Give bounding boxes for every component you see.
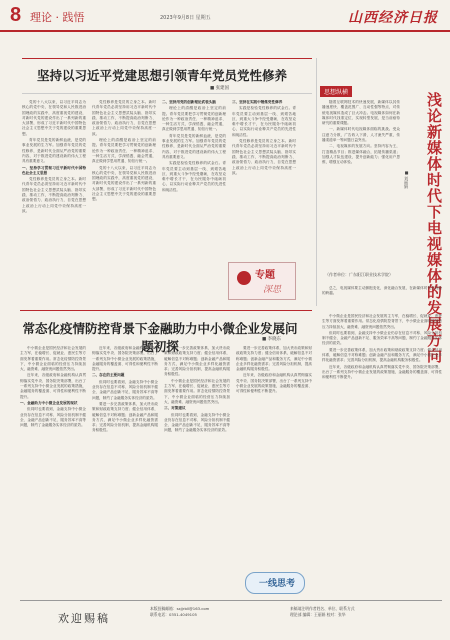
paragraph: 近年来，各级政府和金融机构认真贯彻落实党中央、国务院决策部署，出台了一系列支持中小微企业发展的政策措施，金融服务的覆盖面、可得性和便利性不断提升。 bbox=[92, 346, 158, 372]
issue-date: 2023年9月8日 星期五 bbox=[160, 15, 211, 21]
paragraph: 随着互联网技术的快速发展，新媒体以其传播速度快、覆盖范围广、互动性强等特点，对传统电视媒体造成了巨大冲击。电视媒体如何在新媒体时代找准定位、实现转型发展，是当前亟待研究的重要课题。 bbox=[322, 100, 400, 126]
paragraph: 二、电视媒体的发展方向。坚持内容为王，打造精品节目；推进媒体融合，拓展传播渠道；加强人才队伍建设，提升创新能力；强化用户思维，增强互动体验。 bbox=[322, 144, 400, 165]
paragraph: 党性修养是党员的立身之本。新时代青年党员必须坚持用习近平新时代中国特色社会主义思想武装头脑、指导实践、推动工作，不断提高政治判断力、政治领悟力、政治执行力，自觉在思想上政治上行动上同党中央保持高度一致。 bbox=[92, 100, 156, 136]
paragraph: 青年党员是党的新鲜血液，是党的事业发展的生力军。加强青年党员的党性修养，是新时代全面从严治党的重要内容，对于推进党的建设新的伟大工程具有重要意义。 bbox=[22, 138, 86, 164]
paragraph: 理论上的清醒是政治上坚定的前提。青年党员要把学习贯彻党的创新理论作为一种政治责任、一种精神追求、一种生活方式，学深悟透、融会贯通，真正做到学思用贯通、知信行统一。 bbox=[162, 106, 226, 132]
divider bbox=[22, 93, 312, 94]
subheading: 二、存在的主要问题 bbox=[92, 373, 125, 378]
article1-title: 坚持以习近平党建思想引领青年党员党性修养 bbox=[36, 68, 287, 83]
special-topic-stamp bbox=[228, 262, 296, 300]
page-header bbox=[0, 0, 450, 32]
stamp-line-2: 深思 bbox=[263, 285, 282, 295]
paragraph: 但同时也要看到，金融支持中小微企业仍存在信息不对称、风险分担机制不健全、金融产品创新不足、服务效率不高等问题，制约了金融服务实体经济的质效。 bbox=[92, 379, 158, 400]
paragraph: 党的十八大以来，以习近平同志为核心的党中央，在领导党和人民推进治国理政的实践中，高度重视党的建设，对新时代党的建设作出了一系列新的重大部署，形成了习近平新时代中国特色社会主义思想中关于党的建设的重要思想。 bbox=[22, 100, 86, 136]
paragraph: 近年来，各级政府和金融机构认真贯彻落实党中央、国务院决策部署，出台了一系列支持中小微企业发展的政策措施，金融服务的覆盖面、可得性和便利性不断提升。 bbox=[20, 373, 86, 399]
contact-info bbox=[290, 606, 440, 617]
paragraph: 中小微企业是国民经济和社会发展的主力军，在稳增长、促就业、惠民生等方面发挥着重要作用。常态化疫情防控背景下，中小微企业面临的经营压力持续加大，融资难、融资贵问题依然突出。 bbox=[20, 346, 86, 372]
paragraph: 近年来，各级政府和金融机构认真贯彻落实党中央、国务院决策部署，出台了一系列支持中小微企业发展的政策措施，金融服务的覆盖面、可得性和便利性不断提升。 bbox=[322, 364, 442, 380]
article2-title: 常态化疫情防控背景下金融助力中小微企业发展问题初探 bbox=[22, 321, 298, 354]
paragraph: 但同时也要看到，金融支持中小微企业仍存在信息不对称、风险分担机制不健全、金融产品创新不足、服务效率不高等问题，制约了金融服务实体经济的质效。 bbox=[322, 330, 442, 346]
article2-author: ■ 李晓东 bbox=[262, 337, 282, 342]
paragraph: 一、新媒体时代电视媒体面临的挑战。受众注意力分散，广告收入下滑，人才流失严重，传播渠道单一等问题日益突出。 bbox=[322, 127, 400, 143]
sidebar-title: 浅论新媒体时代下电视媒体的发展方向 bbox=[425, 92, 443, 364]
paragraph: 要进一步完善政策体系，加大货币政策和财政政策支持力度；健全信用体系，破解信息不对称难题；创新金融产品和服务方式，满足中小微企业多样化融资需求；完善风险分担机制，提高金融机构服务积极性。 bbox=[92, 401, 158, 433]
paragraph: 理论上的清醒是政治上坚定的前提。青年党员要把学习贯彻党的创新理论作为一种政治责任、一种精神追求、一种生活方式，学深悟透、融会贯通，真正做到学思用贯通、知信行统一。 bbox=[92, 138, 156, 164]
paragraph: 实践是检验党性修养的试金石。青年党员要主动到基层一线、到艰苦地区、到重大斗争中经受磨砺，在攻坚克难中增长才干，在为民服务中砥砺初心，以实际行动诠释共产党员的先进性和纯洁性。 bbox=[232, 106, 296, 137]
article2-column-4 bbox=[236, 346, 312, 566]
subheading: 三、坚持在实践中锤炼党性修养 bbox=[232, 100, 283, 104]
subheading: 一、坚持学习贯彻习近平新时代中国特色社会主义思想 bbox=[22, 165, 86, 175]
article2-column-5 bbox=[322, 314, 442, 594]
paragraph: 但同时也要看到，金融支持中小微企业仍存在信息不对称、风险分担机制不健全、金融产品创新不足、服务效率不高等问题，制约了金融服务实体经济的质效。 bbox=[20, 407, 86, 428]
article1-author: ■ 张建国 bbox=[210, 86, 230, 91]
contact-line: 来稿请注明作者姓名、单位、联系方式 bbox=[290, 606, 355, 611]
masthead-logo: 山西经济日报 bbox=[348, 10, 438, 26]
sidebar-author-note: （作者单位：广东阳江职业技术学院） bbox=[325, 272, 393, 277]
sidebar-column-1 bbox=[322, 100, 400, 268]
contact-line: 联系电话：0351-4049105 bbox=[150, 611, 197, 617]
subheading: 三、对策建议 bbox=[164, 406, 186, 411]
sidebar-label: 思想纵横 bbox=[320, 86, 352, 97]
contact-line: 本版投稿邮箱：sxjjrbll@163.com bbox=[150, 606, 210, 611]
paragraph: 党性修养是党员的立身之本。新时代青年党员必须坚持用习近平新时代中国特色社会主义思想武装头脑、指导实践、推动工作，不断提高政治判断力、政治领悟力、政治执行力，自觉在思想上政治上行动上同党中央保持高度一致。 bbox=[232, 139, 296, 175]
star-icon bbox=[237, 271, 251, 285]
sidebar-column-2 bbox=[322, 286, 442, 306]
paragraph: 近年来，各级政府和金融机构认真贯彻落实党中央、国务院决策部署，出台了一系列支持中小微企业发展的政策措施，金融服务的覆盖面、可得性和便利性不断提升。 bbox=[236, 373, 312, 394]
column-divider bbox=[316, 58, 317, 306]
paragraph: 中小微企业是国民经济和社会发展的主力军，在稳增长、促就业、惠民生等方面发挥着重要作用。常态化疫情防控背景下，中小微企业面临的经营压力持续加大，融资难、融资贵问题依然突出。 bbox=[164, 378, 230, 404]
paragraph: 中小微企业是国民经济和社会发展的主力军，在稳增长、促就业、惠民生等方面发挥着重要作用。常态化疫情防控背景下，中小微企业面临的经营压力持续加大，融资难、融资贵问题依然突出。 bbox=[322, 314, 442, 329]
paragraph: 要进一步完善政策体系，加大货币政策和财政政策支持力度；健全信用体系，破解信息不对称难题；创新金融产品和服务方式，满足中小微企业多样化融资需求；完善风险分担机制，提高金融机构服务积极性。 bbox=[322, 347, 442, 363]
paragraph: 青年党员是党的新鲜血液，是党的事业发展的生力军。加强青年党员的党性修养，是新时代全面从严治党的重要内容，对于推进党的建设新的伟大工程具有重要意义。 bbox=[162, 133, 226, 159]
paragraph: 要进一步完善政策体系，加大货币政策和财政政策支持力度；健全信用体系，破解信息不对称难题；创新金融产品和服务方式，满足中小微企业多样化融资需求；完善风险分担机制，提高金融机构服务积极性。 bbox=[164, 346, 230, 377]
article2-column-3 bbox=[164, 346, 230, 596]
stamp-line-1: 专题 bbox=[255, 270, 275, 281]
sidebar-author: ■ 刘丽娟 bbox=[404, 170, 409, 189]
article1-column-2 bbox=[92, 100, 156, 300]
paragraph: 党的十八大以来，以习近平同志为核心的党中央，在领导党和人民推进治国理政的实践中，高度重视党的建设，对新时代党的建设作出了一系列新的重大部署，形成了习近平新时代中国特色社会主义思想中关于党的建设的重要思想。 bbox=[92, 165, 156, 202]
article1-column-1 bbox=[22, 100, 86, 300]
article2-column-2 bbox=[92, 346, 158, 596]
welcome-banner: 欢迎赐稿 bbox=[58, 612, 110, 625]
paragraph: 要进一步完善政策体系，加大货币政策和财政政策支持力度；健全信用体系，破解信息不对称难题；创新金融产品和服务方式，满足中小微企业多样化融资需求；完善风险分担机制，提高金融机构服务积极性。 bbox=[236, 346, 312, 372]
section-name: 理论 · 践悟 bbox=[30, 11, 85, 24]
column-badge bbox=[245, 570, 315, 594]
paragraph: 实践是检验党性修养的试金石。青年党员要主动到基层一线、到艰苦地区、到重大斗争中经受磨砺，在攻坚克难中增长才干，在为民服务中砥砺初心，以实际行动诠释共产党员的先进性和纯洁性。 bbox=[162, 161, 226, 192]
article1-column-3 bbox=[162, 100, 226, 300]
contact-line: 理论部 编辑：王丽娟 校对：张华 bbox=[290, 611, 346, 617]
article2-column-1 bbox=[20, 346, 86, 596]
page-number: 8 bbox=[10, 4, 22, 26]
contact-info bbox=[150, 606, 280, 617]
badge-label: 一线思考 bbox=[259, 579, 296, 589]
paragraph: 党性修养是党员的立身之本。新时代青年党员必须坚持用习近平新时代中国特色社会主义思想武装头脑、指导实践、推动工作，不断提高政治判断力、政治领悟力、政治执行力，自觉在思想上政治上行动上同党中央保持高度一致。 bbox=[22, 177, 86, 213]
divider bbox=[20, 600, 442, 601]
article1-column-4 bbox=[232, 100, 296, 258]
subheading: 二、坚持用党的创新理论武装头脑 bbox=[162, 100, 216, 104]
subheading: 一、金融助力中小微企业发展的现状 bbox=[20, 400, 78, 405]
paragraph: 但同时也要看到，金融支持中小微企业仍存在信息不对称、风险分担机制不健全、金融产品创新不足、服务效率不高等问题，制约了金融服务实体经济的质效。 bbox=[164, 412, 230, 433]
paragraph: 总之，电视媒体要主动拥抱变化，深化融合发展，在新媒体时代实现新的跨越。 bbox=[322, 286, 442, 296]
divider bbox=[22, 58, 312, 59]
divider bbox=[20, 310, 312, 311]
